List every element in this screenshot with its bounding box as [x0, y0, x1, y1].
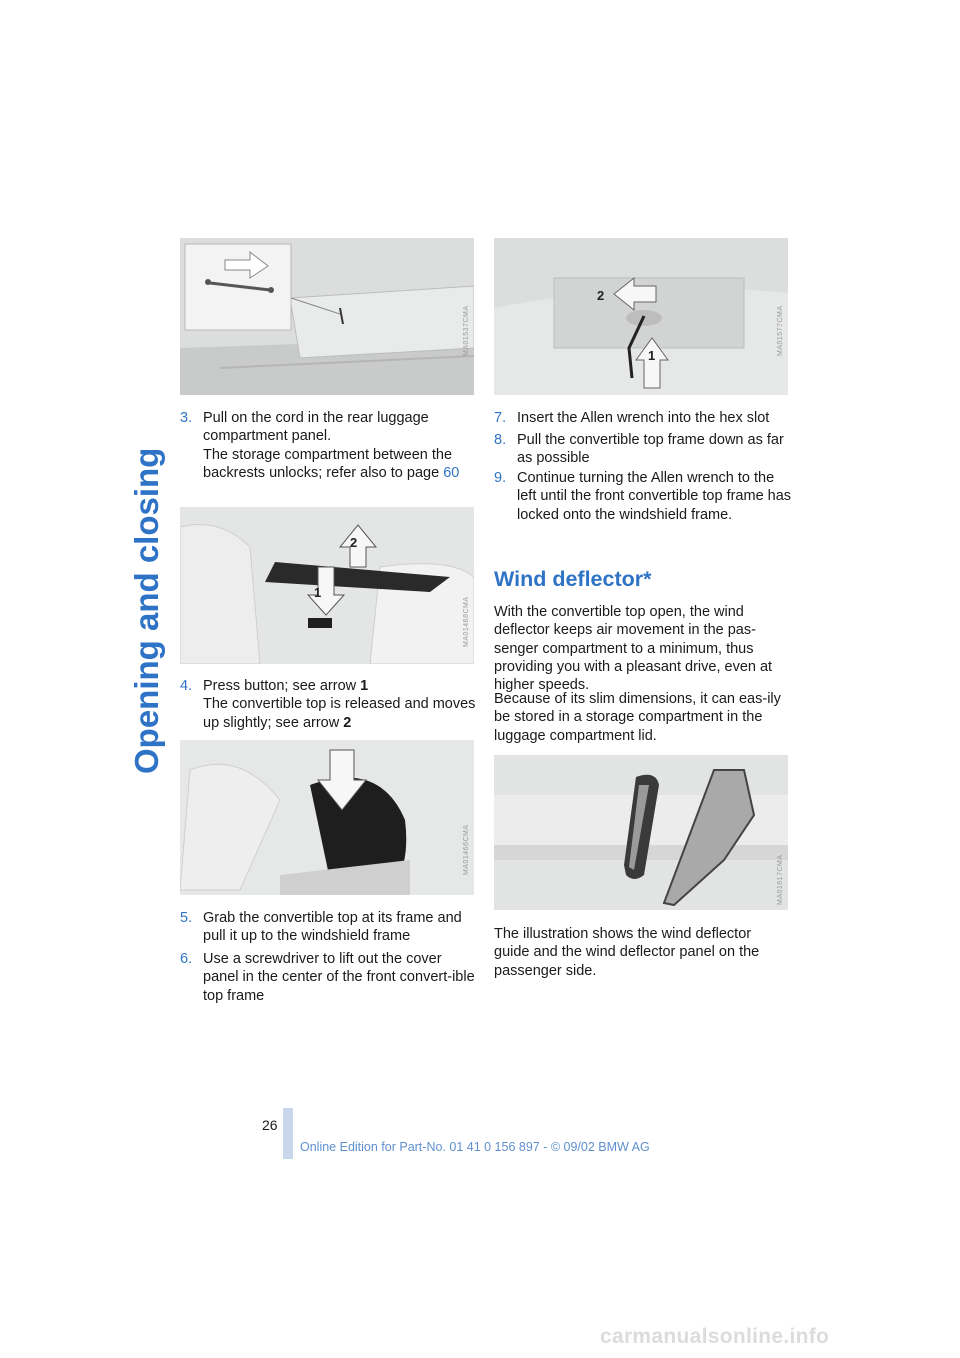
section-title — [118, 228, 168, 1028]
figure-code: MA01466CMA — [463, 824, 470, 875]
section-title-text: Opening and closing — [128, 447, 165, 774]
wind-deflector-para-1: With the convertible top open, the wind deflector keeps air movement in the pas-senger compartment to a minimum, thus providing you with a pleasant drive, even at higher speeds. — [494, 604, 773, 694]
figure-code: MA01617CMA — [777, 854, 784, 905]
page-link[interactable]: 60 — [443, 464, 460, 481]
figure-rear-luggage-panel — [180, 238, 474, 395]
wind-deflector-para-2: Because of its slim dimensions, it can eas-ily be stored in a storage compartment in the luggage compartment lid. — [494, 691, 781, 744]
figure-allen-wrench — [494, 238, 788, 395]
watermark: carmanualsonline.info — [600, 1325, 830, 1348]
arrow-label-1: 1 — [648, 348, 656, 363]
footer-bar — [283, 1108, 293, 1159]
arrow-label-2: 2 — [350, 535, 358, 550]
figure-convertible-top-button — [180, 507, 474, 664]
figure-windshield-frame — [180, 740, 474, 895]
wind-deflector-heading: Wind deflector* — [494, 567, 652, 591]
arrow-label-2: 2 — [597, 288, 605, 303]
figure-code: MA01537CMA — [463, 305, 470, 356]
figure-code: MA01577CMA — [777, 305, 784, 356]
figure-wind-deflector — [494, 755, 788, 910]
illustration-caption: The illustration shows the wind deflector guide and the wind deflector panel on the passenger side. — [494, 926, 760, 979]
page-number: 26 — [262, 1117, 278, 1133]
figure-code: MA01468CMA — [463, 596, 470, 647]
arrow-label-1: 1 — [314, 585, 322, 600]
footer-edition: Online Edition for Part-No. 01 41 0 156 897 - © 09/02 BMW AG — [300, 1140, 650, 1154]
